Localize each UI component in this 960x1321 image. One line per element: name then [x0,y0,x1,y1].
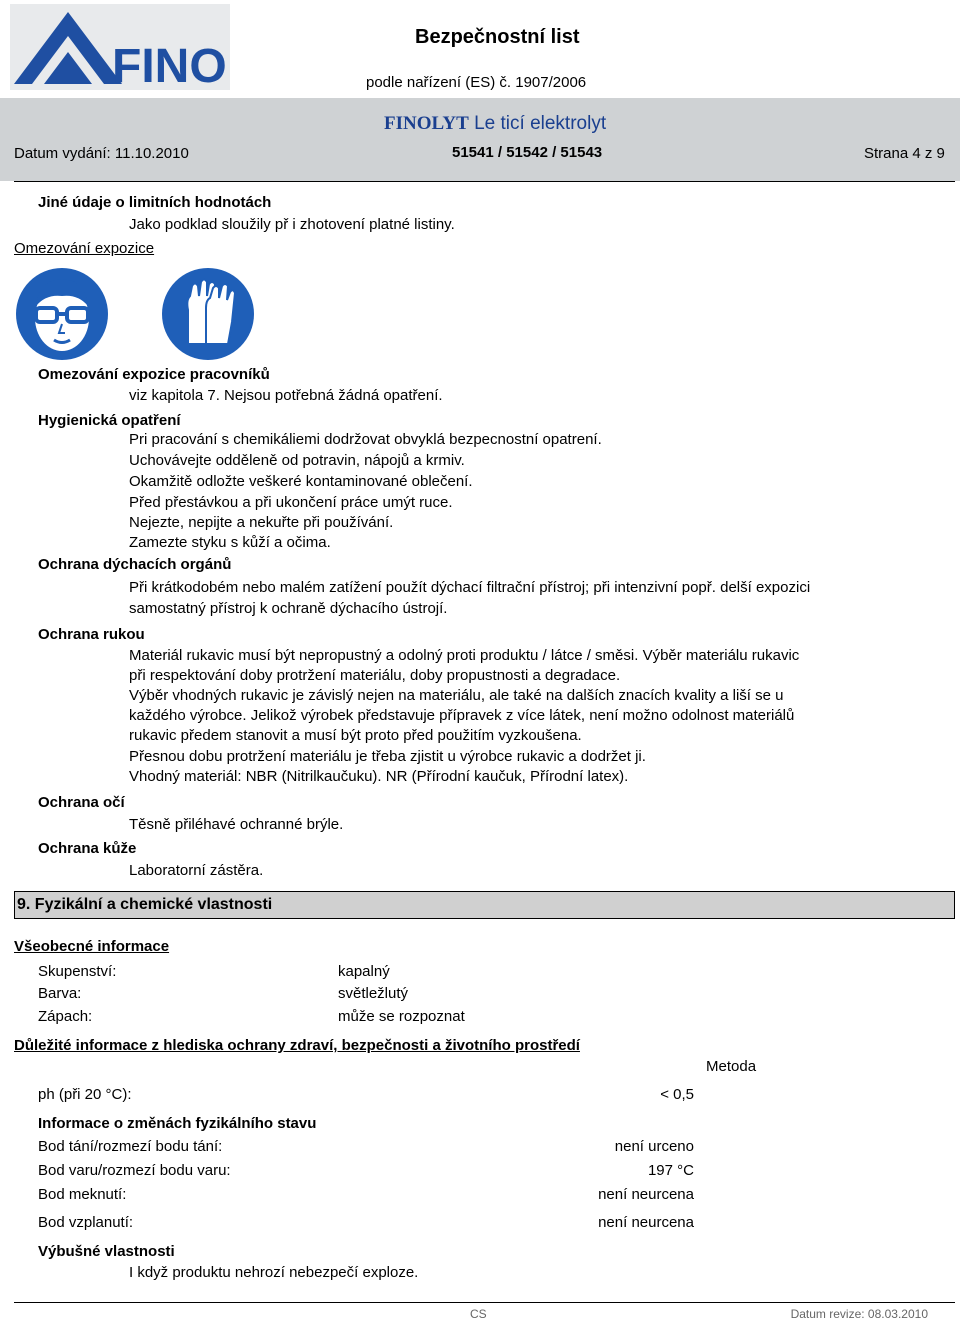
section-9-header [14,891,955,919]
hygiene-line: Pri pracování s chemikáliemi dodržovat obvyklá bezpecnostní opatrení. [129,431,602,448]
hands-line: Výběr vhodných rukavic je závislý nejen na materiálu, ale také na dalších znacích kvality a liší se u [129,687,784,704]
product-name: Le ticí elektrolyt [474,113,607,134]
product-title [384,113,606,135]
property-value: není neurcena [598,1214,694,1231]
property-label: Barva: [38,985,82,1002]
property-value: není neurcena [598,1186,694,1203]
footer-language: CS [470,1307,487,1321]
gloves-icon [160,266,256,362]
exposure-heading: Omezování expozice [14,240,155,257]
workers-heading: Omezování expozice pracovníků [38,366,270,383]
hygiene-line: Zamezte styku s kůží a očima. [129,534,331,551]
skin-text: Laboratorní zástěra. [129,862,264,879]
explosive-text: I když produktu nehrozí nebezpečí exploze. [129,1264,419,1281]
workers-text: viz kapitola 7. Nejsou potřebná žádná opatření. [129,387,443,404]
property-label: Bod vzplanutí: [38,1214,134,1231]
property-label: Bod tání/rozmezí bodu tání: [38,1138,223,1155]
doc-title: Bezpečnostní list [415,26,580,48]
hygiene-line: Okamžitě odložte veškeré kontaminované oblečení. [129,473,473,490]
eyes-heading: Ochrana očí [38,794,125,811]
important-info-heading: Důležité informace z hlediska ochrany zdraví, bezpečnosti a životního prostředí [14,1037,580,1054]
limits-heading: Jiné údaje o limitních hodnotách [38,194,272,211]
hands-line: Vhodný materiál: NBR (Nitrilkaučuku). NR (Přírodní kaučuk, Přírodní latex). [129,768,629,785]
property-label: Zápach: [38,1008,93,1025]
hygiene-heading: Hygienická opatření [38,412,181,429]
property-value: může se rozpoznat [338,1008,465,1025]
hands-line: Přesnou dobu protržení materiálu je třeba zjistit u výrobce rukavic a dodržet ji. [129,748,646,765]
property-label: Skupenství: [38,963,117,980]
state-change-heading: Informace o změnách fyzikálního stavu [38,1115,317,1132]
hands-line: každého výrobce. Jelikož výrobek představuje přípravek z více látek, není možno odolnost materiálů [129,707,795,724]
limits-text: Jako podklad sloužily př i zhotovení platné listiny. [129,216,455,233]
eyes-text: Těsně přiléhavé ochranné brýle. [129,816,344,833]
face-goggles-icon [14,266,110,362]
property-value: není urceno [614,1138,694,1155]
hands-heading: Ochrana rukou [38,626,145,643]
property-label: Bod meknutí: [38,1186,127,1203]
method-label: Metoda [706,1058,757,1075]
respiratory-heading: Ochrana dýchacích orgánů [38,556,232,573]
property-value: světležlutý [338,985,409,1002]
property-label: Bod varu/rozmezí bodu varu: [38,1162,231,1179]
footer-divider [14,1302,955,1303]
ph-value: < 0,5 [660,1086,694,1103]
footer-revision-date: Datum revize: 08.03.2010 [790,1307,928,1321]
hands-line: při respektování doby protržení materiálu, doby propustnosti a degradace. [129,667,621,684]
respiratory-line: Při krátkodobém nebo malém zatížení použít dýchací filtrační přístroj; při intenzivní popř. delší expozici [129,579,811,596]
hands-line: Materiál rukavic musí být nepropustný a odolný proti produktu / látce / směsi. Výběr materiálu rukavic [129,647,800,664]
hygiene-line: Nejezte, nepijte a nekuřte při používání. [129,514,394,531]
hands-line: rukavic předem stanovit a musí být proto před použitím vyzkoušena. [129,727,582,744]
section-9-title: 9. Fyzikální a chemické vlastnosti [17,896,273,913]
product-brand: FINOLYT [384,113,469,134]
general-info-heading: Všeobecné informace [14,938,170,955]
product-codes: 51541 / 51542 / 51543 [452,144,603,161]
property-value: 197 °C [647,1162,694,1179]
regulation: podle nařízení (ES) č. 1907/2006 [366,74,587,91]
svg-text:FINO: FINO [112,40,227,90]
fino-logo [10,4,230,90]
explosive-heading: Výbušné vlastnosti [38,1243,175,1260]
skin-heading: Ochrana kůže [38,840,137,857]
header-divider [14,181,955,182]
page-number: Strana 4 z 9 [864,145,945,162]
issue-date: Datum vydání: 11.10.2010 [14,145,189,162]
respiratory-line: samostatný přístroj k ochraně dýchacího ústrojí. [129,600,448,617]
header-bar [0,98,960,181]
hygiene-line: Před přestávkou a při ukončení práce umýt ruce. [129,494,453,511]
property-value: kapalný [338,963,390,980]
ph-label: ph (při 20 °C): [38,1086,132,1103]
hygiene-line: Uchovávejte odděleně od potravin, nápojů a krmiv. [129,452,465,469]
